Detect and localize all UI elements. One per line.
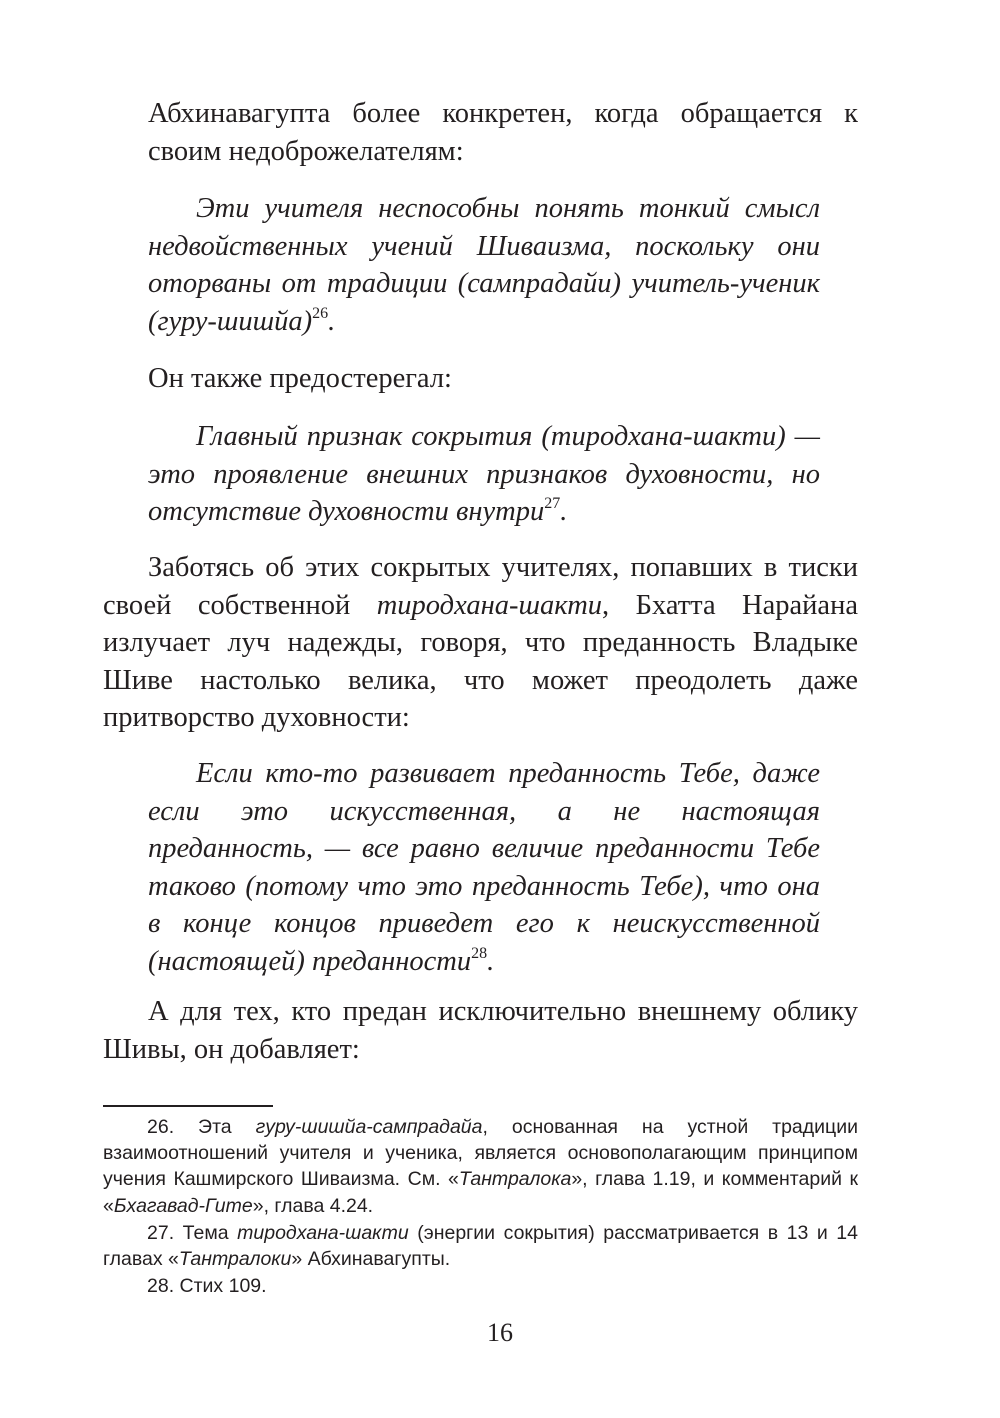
footnote-emphasis: гуру-шишйа-сампрадайа bbox=[255, 1116, 483, 1138]
quote-gurus bbox=[148, 190, 820, 340]
footnote-text: 28. Стих 109. bbox=[147, 1275, 267, 1298]
quote-end: . bbox=[328, 305, 336, 337]
footnote-text: 26. Эта bbox=[147, 1116, 256, 1138]
footnote-text: », глава 4.24. bbox=[252, 1194, 374, 1217]
paragraph-text: Заботясь об этих сокрытых учителях, попавших в тиски своей собственной bbox=[103, 552, 858, 621]
footnote-emphasis: Бхагавад-Гите bbox=[113, 1194, 253, 1217]
paragraph-text: Абхинавагупта более конкретен, когда обращается к своим недоброжелателям: bbox=[148, 98, 858, 167]
quote-text: Если кто-то развивает преданность Тебе, даже если это искусственная, а не настоящая преданность, — все равно величие преданности Тебе таково (потому что это преданность Тебе), что она в конце концов приведет его к неискусственной (настоящей) преданности bbox=[148, 758, 820, 977]
paragraph-text: А для тех, кто предан исключительно внешнему облику Шивы, он добавляет: bbox=[103, 996, 858, 1065]
quote-text: Главный признак сокрытия (тиродхана-шакти) — это проявление внешних признаков духовности, но отсутствие духовности внутри bbox=[148, 421, 820, 527]
footnote-26 bbox=[103, 1114, 858, 1219]
quote-tirodhana bbox=[148, 418, 820, 531]
quote-end: . bbox=[487, 945, 495, 977]
footnote-text: , основанная на устной традиции взаимоотношений учителя и ученика, является основополагающим принципом учения Кашмирского Шиваизма. См. « bbox=[103, 1116, 858, 1191]
paragraph-text: , Бхатта Нарайана излучает луч надежды, говоря, что преданность Владыке Шиве настолько велика, что может преодолеть даже притворство духовности: bbox=[103, 589, 858, 733]
footnote-27 bbox=[103, 1220, 858, 1272]
paragraph-emphasis: тиродхана-шакти bbox=[376, 589, 603, 621]
paragraph-warning bbox=[148, 360, 858, 398]
paragraph-text: Он также предостерегал: bbox=[148, 363, 452, 394]
footnote-text: (энергии сокрытия) рассматривается в 13 и 14 главах « bbox=[103, 1221, 858, 1271]
footnote-ref-26[interactable]: 26 bbox=[312, 304, 329, 322]
footnote-ref-28[interactable]: 28 bbox=[471, 944, 488, 962]
footnote-text: » Абхинавагупты. bbox=[291, 1248, 451, 1271]
paragraph-outer-form bbox=[103, 993, 858, 1068]
page-number: 16 bbox=[487, 1318, 513, 1347]
footnote-ref-27[interactable]: 27 bbox=[544, 495, 561, 512]
footnotes bbox=[103, 1114, 858, 1300]
quote-devotion bbox=[148, 755, 820, 980]
footnote-emphasis: тиродхана-шакти bbox=[237, 1221, 409, 1244]
footnote-text: », глава 1.19, и комментарий к « bbox=[103, 1168, 859, 1217]
footnote-divider bbox=[103, 1105, 273, 1107]
footnote-28 bbox=[103, 1273, 858, 1299]
quote-text: Эти учителя неспособны понять тонкий смысл недвойственных учений Шиваизма, поскольку они оторваны от традиции (сампрадайи) учитель-ученик (гуру-шишйа) bbox=[148, 193, 820, 337]
footnote-emphasis: Тантралока bbox=[458, 1168, 572, 1191]
footnote-emphasis: Тантралоки bbox=[178, 1248, 292, 1271]
paragraph-intro bbox=[148, 95, 858, 170]
footnote-text: 27. Тема bbox=[147, 1221, 238, 1244]
paragraph-narayana bbox=[103, 549, 858, 737]
quote-end: . bbox=[560, 496, 568, 527]
